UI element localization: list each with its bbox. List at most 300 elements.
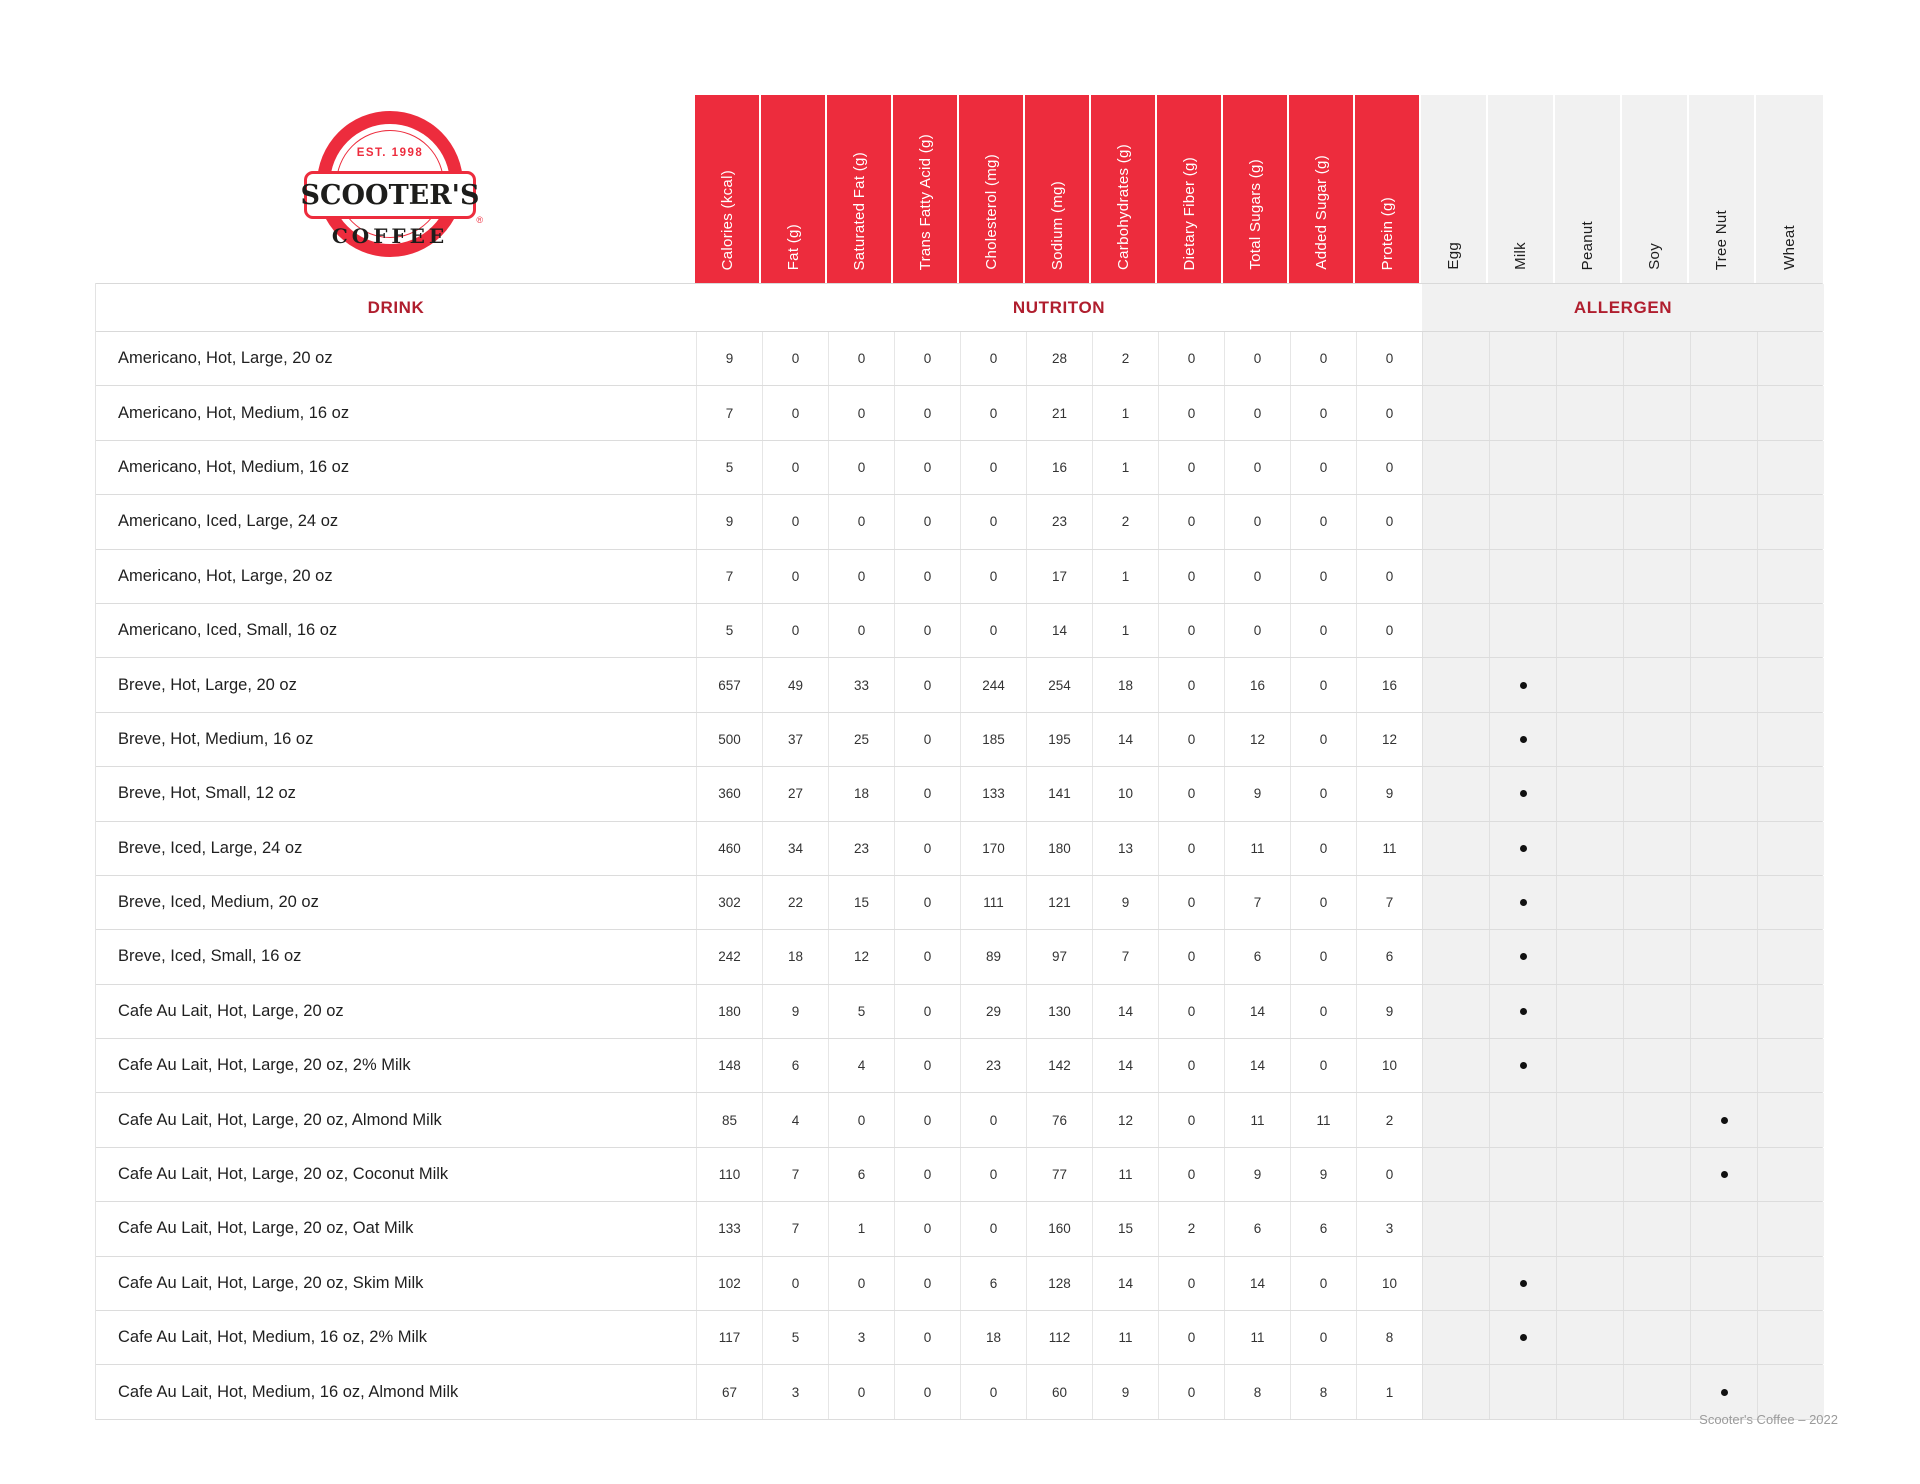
- allergen-dot: [1520, 736, 1527, 743]
- table-body: [95, 283, 1823, 1420]
- nutrition-value-cell: 0: [960, 1202, 1026, 1255]
- table-row: [96, 985, 1822, 1039]
- table-row: [96, 550, 1822, 604]
- drink-section-label: DRINK: [367, 297, 425, 317]
- logo-name-text: SCOOTER'S: [300, 179, 480, 211]
- nutrition-value-cell: 1: [1092, 550, 1158, 603]
- allergen-dot: [1520, 953, 1527, 960]
- footer-credit: Scooter's Coffee – 2022: [1699, 1412, 1838, 1427]
- nutrition-value-cell: 141: [1026, 767, 1092, 820]
- nutrition-value-cell: 0: [1158, 767, 1224, 820]
- table-row: [96, 1311, 1822, 1365]
- nutrition-value-cell: 8: [1356, 1311, 1422, 1364]
- allergen-cell: [1556, 658, 1623, 711]
- nutrition-value-cell: 0: [762, 495, 828, 548]
- nutrition-value-cell: 8: [1290, 1365, 1356, 1418]
- nutrition-value-cell: 0: [894, 713, 960, 766]
- nutrition-column-header: [1091, 95, 1157, 283]
- nutrition-value-cell: 0: [1290, 822, 1356, 875]
- drink-name-cell: Americano, Iced, Large, 24 oz: [118, 512, 339, 531]
- nutrition-value-cell: 15: [1092, 1202, 1158, 1255]
- table-row: [96, 876, 1822, 930]
- allergen-cell: [1690, 1039, 1757, 1092]
- allergen-cell: [1757, 767, 1824, 820]
- data-rows: [96, 332, 1822, 1420]
- nutrition-value-cell: 9: [1224, 1148, 1290, 1201]
- logo-name-band: [300, 171, 480, 219]
- allergen-cell: [1489, 930, 1556, 983]
- drink-name-cell: Cafe Au Lait, Hot, Medium, 16 oz, Almond Milk: [118, 1382, 459, 1401]
- allergen-cell: [1623, 713, 1690, 766]
- table-row: [96, 441, 1822, 495]
- nutrition-value-cell: 5: [762, 1311, 828, 1364]
- nutrition-value-cell: 1: [1356, 1365, 1422, 1418]
- nutrition-value-cell: 85: [696, 1093, 762, 1146]
- allergen-cell: [1623, 1311, 1690, 1364]
- nutrition-value-cell: 170: [960, 822, 1026, 875]
- allergen-cell: [1489, 1257, 1556, 1310]
- logo-coffee-text: COFFEE: [331, 224, 449, 248]
- scooters-coffee-logo: [300, 111, 483, 257]
- nutrition-value-cell: 0: [1356, 1148, 1422, 1201]
- nutrition-value-cell: 0: [1158, 876, 1224, 929]
- nutrition-value-cell: 14: [1092, 1257, 1158, 1310]
- nutrition-value-cell: 0: [1158, 1257, 1224, 1310]
- allergen-cell: [1690, 713, 1757, 766]
- nutrition-value-cell: 49: [762, 658, 828, 711]
- nutrition-value-cell: 33: [828, 658, 894, 711]
- allergen-dot: [1520, 845, 1527, 852]
- table-row: [96, 1039, 1822, 1093]
- nutrition-value-cell: 0: [1158, 386, 1224, 439]
- nutrition-value-cell: 14: [1092, 985, 1158, 1038]
- nutrition-value-cell: 15: [828, 876, 894, 929]
- nutrition-value-cell: 0: [1224, 604, 1290, 657]
- nutrition-value-cell: 0: [1290, 550, 1356, 603]
- nutrition-value-cell: 0: [894, 876, 960, 929]
- nutrition-value-cell: 0: [1224, 550, 1290, 603]
- nutrition-value-cell: 0: [828, 332, 894, 385]
- table-row: [96, 822, 1822, 876]
- nutrition-value-cell: 34: [762, 822, 828, 875]
- registered-mark-icon: ®: [476, 215, 483, 225]
- allergen-cell: [1757, 876, 1824, 929]
- allergen-cell: [1489, 822, 1556, 875]
- allergen-cell: [1556, 1039, 1623, 1092]
- allergen-cell: [1422, 930, 1489, 983]
- nutrition-value-cell: 12: [1356, 713, 1422, 766]
- nutrition-value-cell: 500: [696, 713, 762, 766]
- allergen-cell: [1422, 1311, 1489, 1364]
- nutrition-column-header-label: Sodium (mg): [1048, 180, 1066, 270]
- nutrition-value-cell: 6: [762, 1039, 828, 1092]
- nutrition-value-cell: 117: [696, 1311, 762, 1364]
- nutrition-column-header: [827, 95, 893, 283]
- nutrition-value-cell: 27: [762, 767, 828, 820]
- allergen-cell: [1556, 767, 1623, 820]
- nutrition-value-cell: 254: [1026, 658, 1092, 711]
- nutrition-value-cell: 0: [762, 604, 828, 657]
- nutrition-value-cell: 0: [894, 332, 960, 385]
- allergen-dot: [1520, 682, 1527, 689]
- nutrition-value-cell: 14: [1026, 604, 1092, 657]
- allergen-cell: [1690, 1148, 1757, 1201]
- allergen-cell: [1690, 386, 1757, 439]
- allergen-cell: [1422, 767, 1489, 820]
- nutrition-value-cell: 7: [762, 1148, 828, 1201]
- allergen-cell: [1556, 1202, 1623, 1255]
- nutrition-value-cell: 0: [1224, 332, 1290, 385]
- nutrition-value-cell: 133: [696, 1202, 762, 1255]
- nutrition-value-cell: 18: [762, 930, 828, 983]
- nutrition-value-cell: 3: [762, 1365, 828, 1418]
- column-header-band: [95, 95, 1823, 283]
- allergen-cell: [1489, 386, 1556, 439]
- nutrition-value-cell: 102: [696, 1257, 762, 1310]
- allergen-cell: [1623, 1148, 1690, 1201]
- allergen-cell: [1757, 441, 1824, 494]
- nutrition-value-cell: 0: [1356, 550, 1422, 603]
- nutrition-value-cell: 12: [1092, 1093, 1158, 1146]
- nutrition-value-cell: 0: [828, 386, 894, 439]
- nutrition-value-cell: 4: [762, 1093, 828, 1146]
- drink-name-cell: Americano, Iced, Small, 16 oz: [118, 621, 338, 640]
- drink-name-cell: Breve, Hot, Small, 12 oz: [118, 784, 296, 803]
- nutrition-value-cell: 180: [696, 985, 762, 1038]
- table-row: [96, 658, 1822, 712]
- allergen-column-header: [1689, 95, 1756, 283]
- table-row: [96, 713, 1822, 767]
- allergen-cell: [1623, 767, 1690, 820]
- nutrition-value-cell: 0: [828, 495, 894, 548]
- drink-name-cell: Americano, Hot, Medium, 16 oz: [118, 403, 350, 422]
- nutrition-value-cell: 0: [1158, 332, 1224, 385]
- nutrition-column-header: [1157, 95, 1223, 283]
- drink-name-cell: Cafe Au Lait, Hot, Large, 20 oz, Coconut Milk: [118, 1165, 449, 1184]
- nutrition-column-header-label: Saturated Fat (g): [850, 151, 868, 270]
- allergen-column-header-label: Egg: [1445, 242, 1462, 270]
- drink-name-cell: Americano, Hot, Large, 20 oz: [118, 349, 333, 368]
- allergen-cell: [1757, 822, 1824, 875]
- nutrition-value-cell: 0: [894, 550, 960, 603]
- allergen-cell: [1489, 441, 1556, 494]
- nutrition-value-cell: 0: [894, 1039, 960, 1092]
- drink-name-cell: Cafe Au Lait, Hot, Large, 20 oz, 2% Milk: [118, 1056, 411, 1075]
- nutrition-value-cell: 14: [1092, 1039, 1158, 1092]
- nutrition-value-cell: 0: [960, 386, 1026, 439]
- nutrition-value-cell: 0: [894, 1148, 960, 1201]
- allergen-cell: [1623, 930, 1690, 983]
- nutrition-value-cell: 3: [828, 1311, 894, 1364]
- nutrition-value-cell: 6: [1224, 1202, 1290, 1255]
- drink-name-cell: Cafe Au Lait, Hot, Large, 20 oz, Oat Milk: [118, 1219, 414, 1238]
- allergen-cell: [1623, 1202, 1690, 1255]
- allergen-cell: [1623, 1257, 1690, 1310]
- nutrition-value-cell: 0: [828, 1365, 894, 1418]
- nutrition-column-header: [1223, 95, 1289, 283]
- nutrition-column-header-label: Fat (g): [784, 223, 802, 270]
- allergen-cell: [1690, 767, 1757, 820]
- nutrition-value-cell: 0: [828, 441, 894, 494]
- allergen-cell: [1690, 332, 1757, 385]
- table-row: [96, 1202, 1822, 1256]
- nutrition-value-cell: 148: [696, 1039, 762, 1092]
- nutrition-value-cell: 0: [1158, 550, 1224, 603]
- nutrition-value-cell: 0: [1224, 441, 1290, 494]
- nutrition-value-cell: 0: [1356, 604, 1422, 657]
- nutrition-value-cell: 0: [1158, 985, 1224, 1038]
- allergen-dot: [1520, 899, 1527, 906]
- nutrition-value-cell: 185: [960, 713, 1026, 766]
- nutrition-value-cell: 0: [1158, 822, 1224, 875]
- nutrition-value-cell: 180: [1026, 822, 1092, 875]
- nutrition-value-cell: 18: [960, 1311, 1026, 1364]
- nutrition-value-cell: 0: [960, 1093, 1026, 1146]
- nutrition-value-cell: 18: [828, 767, 894, 820]
- allergen-column-header: [1421, 95, 1488, 283]
- allergen-cell: [1690, 822, 1757, 875]
- nutrition-column-header-label: Calories (kcal): [718, 169, 736, 270]
- nutrition-value-cell: 0: [894, 1257, 960, 1310]
- allergen-cell: [1422, 876, 1489, 929]
- table-row: [96, 1365, 1822, 1419]
- nutrition-value-cell: 6: [1356, 930, 1422, 983]
- nutrition-column-header-label: Dietary Fiber (g): [1180, 156, 1198, 270]
- nutrition-value-cell: 111: [960, 876, 1026, 929]
- nutrition-value-cell: 1: [828, 1202, 894, 1255]
- allergen-cell: [1757, 386, 1824, 439]
- logo-area: [95, 95, 695, 283]
- allergen-cell: [1690, 550, 1757, 603]
- nutrition-value-cell: 0: [762, 441, 828, 494]
- nutrition-value-cell: 11: [1356, 822, 1422, 875]
- drink-name-cell: Americano, Hot, Medium, 16 oz: [118, 457, 350, 476]
- allergen-cell: [1422, 1093, 1489, 1146]
- allergen-cell: [1556, 495, 1623, 548]
- nutrition-value-cell: 6: [1290, 1202, 1356, 1255]
- allergen-column-header: [1622, 95, 1689, 283]
- nutrition-value-cell: 0: [828, 1093, 894, 1146]
- nutrition-value-cell: 14: [1224, 985, 1290, 1038]
- nutrition-value-cell: 0: [1356, 386, 1422, 439]
- allergen-cell: [1690, 985, 1757, 1038]
- allergen-cell: [1757, 604, 1824, 657]
- table-row: [96, 1093, 1822, 1147]
- allergen-cell: [1623, 550, 1690, 603]
- nutrition-value-cell: 76: [1026, 1093, 1092, 1146]
- nutrition-value-cell: 0: [894, 1202, 960, 1255]
- allergen-cell: [1757, 495, 1824, 548]
- nutrition-value-cell: 9: [1356, 767, 1422, 820]
- allergen-cell: [1623, 332, 1690, 385]
- allergen-column-header-label: Peanut: [1579, 220, 1596, 270]
- nutrition-value-cell: 9: [696, 495, 762, 548]
- nutrition-value-cell: 10: [1092, 767, 1158, 820]
- nutrition-column-header-label: Total Sugars (g): [1246, 159, 1264, 270]
- drink-name-cell: Cafe Au Lait, Hot, Medium, 16 oz, 2% Milk: [118, 1328, 428, 1347]
- allergen-cell: [1757, 1039, 1824, 1092]
- allergen-cell: [1623, 604, 1690, 657]
- table-row: [96, 930, 1822, 984]
- section-label-row: [96, 283, 1822, 332]
- allergen-dot: [1721, 1389, 1728, 1396]
- nutrition-value-cell: 6: [1224, 930, 1290, 983]
- allergen-cell: [1690, 930, 1757, 983]
- nutrition-value-cell: 0: [1224, 386, 1290, 439]
- nutrition-value-cell: 0: [1158, 441, 1224, 494]
- nutrition-value-cell: 0: [1158, 604, 1224, 657]
- drink-name-cell: Breve, Iced, Small, 16 oz: [118, 947, 302, 966]
- nutrition-value-cell: 7: [762, 1202, 828, 1255]
- nutrition-value-cell: 460: [696, 822, 762, 875]
- nutrition-value-cell: 0: [1290, 713, 1356, 766]
- nutrition-value-cell: 1: [1092, 386, 1158, 439]
- allergen-cell: [1623, 386, 1690, 439]
- table-row: [96, 1148, 1822, 1202]
- allergen-column-header-label: Milk: [1512, 242, 1529, 270]
- nutrition-value-cell: 21: [1026, 386, 1092, 439]
- allergen-cell: [1757, 1257, 1824, 1310]
- drink-name-cell: Cafe Au Lait, Hot, Large, 20 oz: [118, 1001, 344, 1020]
- allergen-cell: [1623, 1039, 1690, 1092]
- nutrition-value-cell: 0: [1158, 1311, 1224, 1364]
- drink-name-cell: Americano, Hot, Large, 20 oz: [118, 566, 333, 585]
- nutrition-value-cell: 0: [960, 441, 1026, 494]
- nutrition-value-cell: 0: [1290, 1311, 1356, 1364]
- allergen-cell: [1489, 550, 1556, 603]
- allergen-cell: [1422, 550, 1489, 603]
- nutrition-value-cell: 6: [828, 1148, 894, 1201]
- nutrition-value-cell: 9: [1356, 985, 1422, 1038]
- allergen-cell: [1422, 1202, 1489, 1255]
- allergen-cell: [1623, 1093, 1690, 1146]
- allergen-cell: [1757, 1365, 1824, 1418]
- allergen-cell: [1489, 713, 1556, 766]
- allergen-cell: [1757, 658, 1824, 711]
- nutrition-value-cell: 0: [960, 1148, 1026, 1201]
- nutrition-column-header: [1289, 95, 1355, 283]
- allergen-cell: [1489, 1365, 1556, 1418]
- allergen-cell: [1422, 713, 1489, 766]
- nutrition-value-cell: 0: [1290, 386, 1356, 439]
- nutrition-value-cell: 0: [1290, 767, 1356, 820]
- nutrition-value-cell: 0: [1356, 495, 1422, 548]
- allergen-cell: [1556, 441, 1623, 494]
- allergen-dot: [1721, 1117, 1728, 1124]
- nutrition-value-cell: 0: [894, 822, 960, 875]
- allergen-cell: [1489, 1148, 1556, 1201]
- nutrition-value-cell: 28: [1026, 332, 1092, 385]
- nutrition-value-cell: 25: [828, 713, 894, 766]
- allergen-cell: [1556, 1257, 1623, 1310]
- drink-name-cell: Breve, Iced, Medium, 20 oz: [118, 893, 319, 912]
- nutrition-value-cell: 0: [894, 930, 960, 983]
- nutrition-value-cell: 11: [1290, 1093, 1356, 1146]
- allergen-column-header: [1488, 95, 1555, 283]
- allergen-cell: [1623, 985, 1690, 1038]
- nutrition-value-cell: 11: [1224, 822, 1290, 875]
- nutrition-value-cell: 2: [1158, 1202, 1224, 1255]
- nutrition-value-cell: 23: [960, 1039, 1026, 1092]
- drink-name-cell: Breve, Hot, Large, 20 oz: [118, 675, 297, 694]
- nutrition-value-cell: 0: [1290, 495, 1356, 548]
- allergen-cell: [1556, 1148, 1623, 1201]
- table-row: [96, 332, 1822, 386]
- allergen-cell: [1623, 822, 1690, 875]
- nutrition-value-cell: 0: [1158, 930, 1224, 983]
- nutrition-value-cell: 7: [1356, 876, 1422, 929]
- logo-est-text: EST. 1998: [356, 147, 424, 159]
- nutrition-value-cell: 3: [1356, 1202, 1422, 1255]
- nutrition-value-cell: 0: [894, 1311, 960, 1364]
- nutrition-value-cell: 16: [1224, 658, 1290, 711]
- allergen-cell: [1489, 1202, 1556, 1255]
- allergen-cell: [1623, 1365, 1690, 1418]
- nutrition-value-cell: 29: [960, 985, 1026, 1038]
- drink-name-cell: Cafe Au Lait, Hot, Large, 20 oz, Almond Milk: [118, 1110, 442, 1129]
- allergen-cell: [1556, 985, 1623, 1038]
- nutrition-value-cell: 16: [1026, 441, 1092, 494]
- allergen-cell: [1690, 876, 1757, 929]
- allergen-column-header: [1555, 95, 1622, 283]
- nutrition-column-header: [959, 95, 1025, 283]
- allergen-cell: [1690, 658, 1757, 711]
- nutrition-value-cell: 23: [828, 822, 894, 875]
- nutrition-value-cell: 0: [960, 604, 1026, 657]
- allergen-cell: [1690, 604, 1757, 657]
- allergen-cell: [1489, 985, 1556, 1038]
- allergen-cell: [1422, 495, 1489, 548]
- allergen-cell: [1422, 386, 1489, 439]
- nutrition-value-cell: 9: [1224, 767, 1290, 820]
- allergen-column-header-label: Tree Nut: [1713, 209, 1730, 270]
- nutrition-value-cell: 8: [1224, 1365, 1290, 1418]
- nutrition-column-header: [893, 95, 959, 283]
- nutrition-value-cell: 0: [894, 1093, 960, 1146]
- nutrition-value-cell: 0: [762, 332, 828, 385]
- allergen-cell: [1556, 876, 1623, 929]
- nutrition-value-cell: 9: [1092, 876, 1158, 929]
- allergen-cell: [1556, 386, 1623, 439]
- allergen-cell: [1422, 822, 1489, 875]
- nutrition-value-cell: 121: [1026, 876, 1092, 929]
- nutrition-value-cell: 0: [1158, 1093, 1224, 1146]
- allergen-cell: [1489, 1039, 1556, 1092]
- allergen-dot: [1520, 790, 1527, 797]
- allergen-cell: [1489, 1311, 1556, 1364]
- nutrition-value-cell: 60: [1026, 1365, 1092, 1418]
- allergen-dot: [1520, 1334, 1527, 1341]
- nutrition-value-cell: 6: [960, 1257, 1026, 1310]
- allergen-cell: [1556, 1311, 1623, 1364]
- nutrition-value-cell: 128: [1026, 1257, 1092, 1310]
- nutrition-value-cell: 11: [1224, 1311, 1290, 1364]
- nutrition-value-cell: 360: [696, 767, 762, 820]
- nutrition-value-cell: 244: [960, 658, 1026, 711]
- allergen-cell: [1489, 332, 1556, 385]
- table-row: [96, 386, 1822, 440]
- nutrition-value-cell: 0: [762, 386, 828, 439]
- nutrition-value-cell: 0: [1290, 930, 1356, 983]
- allergen-cell: [1422, 332, 1489, 385]
- nutrition-value-cell: 9: [696, 332, 762, 385]
- nutrition-value-cell: 110: [696, 1148, 762, 1201]
- allergen-cell: [1623, 658, 1690, 711]
- table-row: [96, 495, 1822, 549]
- nutrition-value-cell: 9: [762, 985, 828, 1038]
- nutrition-value-cell: 0: [960, 495, 1026, 548]
- nutrition-value-cell: 2: [1092, 495, 1158, 548]
